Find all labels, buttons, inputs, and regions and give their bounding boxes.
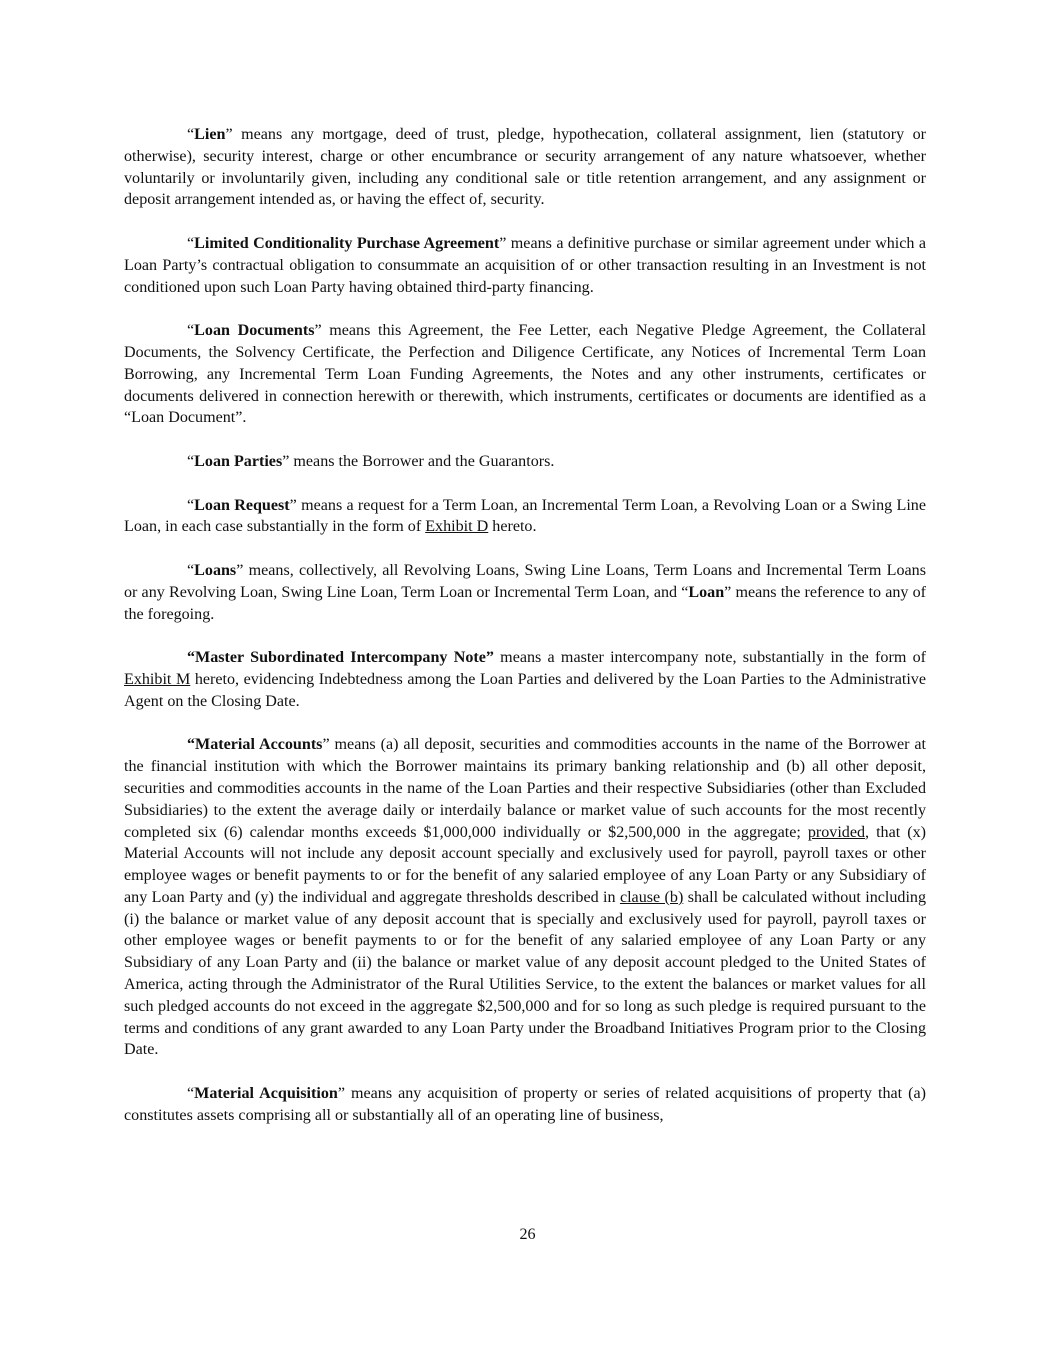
- definition-text: hereto, evidencing Indebtedness among the Loan Parties and delivered by the Loan Parties to the Administrative Agent on the Closing Date.: [124, 670, 926, 710]
- provided-reference: provided: [807, 823, 866, 841]
- defined-term: Material Acquisition: [194, 1085, 338, 1103]
- defined-term: Loan Documents: [194, 322, 315, 340]
- definition-master-subordinated-note: [124, 647, 926, 712]
- close-quote: ”: [236, 561, 244, 579]
- exhibit-m-reference: Exhibit M: [124, 670, 191, 688]
- definition-material-accounts: [124, 734, 926, 1061]
- close-quote: ”: [499, 234, 507, 252]
- definition-text: means, collectively, all Revolving Loans, Swing Line Loans, Term Loans and Incremental Term Loans or any Revolving Loan, Swing Line Loan, Term Loan or Incremental Term Loan, and “: [124, 561, 926, 601]
- definition-text: means (a) all deposit, securities and commodities accounts in the name of the Borrower at the financial institution with which the Borrower maintains its primary banking relationship and (b) all other deposit, securities and commodities accounts in the name of the Loan Parties and their respective Subsidiaries (other than Excluded Subsidiaries) to the extent the average daily or interdaily balance or market value of such accounts for the most recently completed six (6) calendar months exceeds $1,000,000 individually or $2,500,000 in the aggregate;: [124, 736, 926, 841]
- defined-term: “Master Subordinated Intercompany Note”: [187, 649, 494, 667]
- defined-term: Limited Conditionality Purchase Agreement: [194, 234, 500, 252]
- definition-text: means this Agreement, the Fee Letter, each Negative Pledge Agreement, the Collateral Documents, the Solvency Certificate, the Perfection and Diligence Certificate, any Notices of Incremental Term Loan Borrowing, any Incremental Term Loan Funding Agreements, the Notes and any other instruments, certificates or documents delivered in connection herewith or therewith, which instruments, certificates or documents are identified as a “Loan Document”.: [124, 322, 926, 427]
- definition-text: shall be calculated without including (i) the balance or market value of any deposit account that is specially and exclusively used for payroll, payroll taxes or other employee wages or benefit payments to or for the benefit of any salaried employee of any Loan Party or any Subsidiary of any Loan Party and (ii) the balance or market value of any deposit account pledged to the United States of America, acting through the Administrator of the Rural Utilities Service, to the extent the balances or market values for all such pledged accounts do not exceed in the aggregate $2,500,000 and for so long as such pledge is required pursuant to the terms and conditions of any grant awarded to any Loan Party under the Broadband Initiatives Program prior to the Closing Date.: [124, 888, 927, 1059]
- open-quote: “: [187, 496, 195, 514]
- definition-text: means a request for a Term Loan, an Incremental Term Loan, a Revolving Loan or a Swing Line Loan, in each case substantially in the form of: [124, 496, 926, 536]
- page-number: 26: [519, 1226, 536, 1243]
- definition-limited-conditionality: [124, 233, 926, 298]
- definition-loan-request: [124, 495, 926, 539]
- close-quote: ”: [282, 452, 290, 470]
- open-quote: “: [187, 126, 195, 143]
- close-quote: ”: [289, 496, 297, 514]
- defined-term: Loans: [194, 561, 237, 579]
- close-quote: ”: [337, 1085, 345, 1103]
- defined-term-secondary: Loan: [688, 583, 725, 601]
- definition-text: means a master intercompany note, substantially in the form of: [493, 649, 926, 667]
- document-page: [124, 124, 926, 1148]
- definition-loan-documents: [124, 320, 926, 429]
- definition-text: means any mortgage, deed of trust, pledge, hypothecation, collateral assignment, lien (statutory or otherwise), security interest, charge or other encumbrance or security arrangement of any nature whatsoever, whether voluntarily or involuntarily given, including any conditional sale or title retention arrangement, and any assignment or deposit arrangement intended as, or having the effect of, security.: [124, 126, 926, 209]
- definition-text: hereto.: [488, 518, 537, 536]
- definition-text: ” means the reference to any of the foregoing.: [124, 583, 926, 623]
- exhibit-d-reference: Exhibit D: [425, 518, 489, 536]
- open-quote: “: [187, 561, 195, 579]
- close-quote: ”: [225, 126, 233, 143]
- definition-text: means a definitive purchase or similar agreement under which a Loan Party’s contractual obligation to consummate an acquisition of or other transaction resulting in an Investment is not conditioned upon such Loan Party having obtained third-party financing.: [124, 234, 926, 296]
- definition-material-acquisition: [124, 1083, 926, 1127]
- open-quote: “: [187, 1085, 195, 1103]
- close-quote: ”: [314, 322, 322, 340]
- definition-text: means any acquisition of property or series of related acquisitions of property that (a) constitutes assets comprising all or substantially all of an operating line of business,: [124, 1085, 926, 1124]
- definition-text: , that (x) Material Accounts will not include any deposit account specially and exclusively used for payroll, payroll taxes or other employee wages or benefit payments to or for the benefit of any salaried employee of any Loan Party or any Subsidiary of any Loan Party and (y) the individual and aggregate thresholds described in: [124, 823, 926, 906]
- defined-term: Loan Request: [194, 496, 290, 514]
- open-quote: “: [187, 452, 195, 470]
- defined-term: “Material Accounts: [187, 736, 323, 754]
- definition-text: means the Borrower and the Guarantors.: [289, 452, 555, 470]
- definition-loan-parties: [124, 451, 926, 473]
- close-quote: ”: [322, 736, 330, 754]
- clause-b-reference: clause (b): [619, 888, 684, 906]
- defined-term: Lien: [194, 126, 226, 143]
- open-quote: “: [187, 234, 195, 252]
- defined-term: Loan Parties: [194, 452, 283, 470]
- open-quote: “: [187, 322, 195, 340]
- definition-lien: [124, 124, 926, 211]
- definition-loans: [124, 560, 926, 625]
